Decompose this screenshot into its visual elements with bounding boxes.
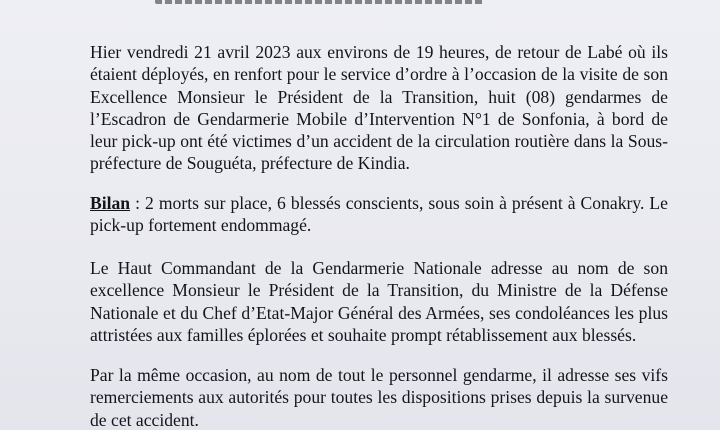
bilan-label: Bilan: [90, 193, 131, 213]
paragraph-condolences: Le Haut Commandant de la Gendarmerie Nationale adresse au nom de son excellence Monsieur le Président de la Transition, du Ministre de la Défense Nationale et du Chef d’Etat-Major Général des Armées, ses condoléances les plus attristées aux familles éplorées et souhaite prompt rétablissement aux blessés.: [90, 258, 668, 345]
paragraph-bilan: [90, 192, 668, 237]
bilan-text: : 2 morts sur place, 6 blessés conscients, sous soin à présent à Conakry. Le pick-up fortement endommagé.: [90, 193, 668, 236]
cropped-header-text: [155, 0, 485, 4]
paragraph-accident-report: Hier vendredi 21 avril 2023 aux environs de 19 heures, de retour de Labé où ils étaient déployés, en renfort pour le service d’ordre à l’occasion de la visite de son Excellence Monsieur le Président de la Transition, huit (08) gendarmes de l’Escadron de Gendarmerie Mobile d’Intervention N°1 de Sonfonia, à bord de leur pick-up ont été victimes d’un accident de la circulation routière dans la Sous-préfecture de Souguéta, préfecture de Kindia.: [90, 42, 668, 174]
paragraph-thanks: Par la même occasion, au nom de tout le personnel gendarme, il adresse ses vifs remerciements aux autorités pour toutes les dispositions prises depuis la survenue de cet accident.: [90, 365, 668, 430]
